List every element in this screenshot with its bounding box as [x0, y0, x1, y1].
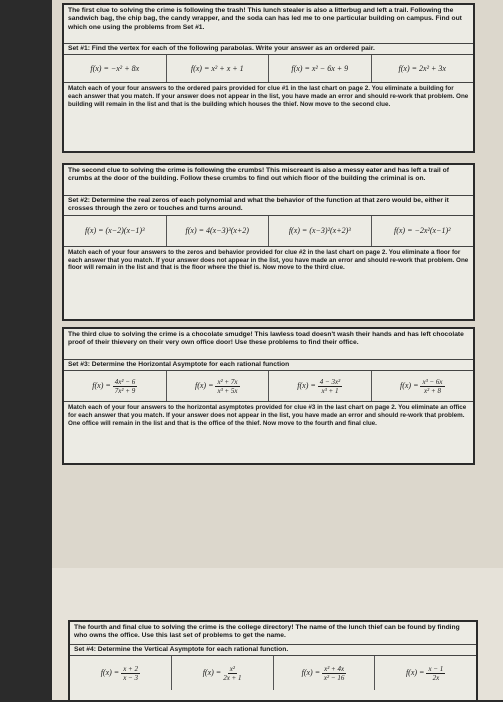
denominator: x² − 16: [323, 673, 345, 682]
set-4-function: [172, 656, 274, 690]
clue-1-intro: The first clue to solving the crime is following the trash! This lunch stealer is also a litterbug and left a trail. Following the sandwich bag, the chip bag, the candy wrapper, and the soda can has led me to one particular building on campus. Find out which one using the problems from Set #1.: [68, 7, 462, 31]
set-2-function: f(x) = (x−2)(x−1)³: [64, 216, 167, 246]
clue-3-intro: The third clue to solving the crime is a chocolate smudge! This lawless toad doesn't wash their hands and has left chocolate proof of their thievery on their very own office door! Use these problems to find their office.: [68, 331, 464, 347]
denominator: 7x² + 9: [114, 386, 136, 395]
function-lhs: f(x) =: [194, 381, 214, 391]
clue-4-intro: The fourth and final clue to solving the crime is the college directory! The name of the lunch thief can be found by finding who owns the office. Use this last set of problems to get the name.: [74, 624, 460, 640]
function-lhs: f(x) =: [301, 668, 321, 678]
worksheet-page: [52, 0, 503, 700]
numerator: 4x² − 6: [114, 377, 136, 386]
set-2-title: Set #2: Determine the real zeros of each polynomial and what the behavior of the function at that zero would be, either it crosses through the zero or touches and turns around.: [64, 195, 473, 216]
numerator: x²: [229, 664, 235, 673]
set-1-function: f(x) = x² − 6x + 9: [269, 55, 372, 82]
numerator: x + 2: [123, 664, 139, 673]
denominator: x² + 8: [424, 386, 441, 395]
numerator: x³ − 6x: [422, 377, 443, 386]
clue-1-box: [62, 3, 475, 153]
set-2-function: f(x) = (x−3)²(x+2)³: [269, 216, 372, 246]
function-lhs: f(x) =: [92, 381, 111, 391]
function-lhs: f(x) =: [100, 668, 120, 678]
function-lhs: f(x) =: [297, 381, 316, 391]
denominator: x − 3: [123, 673, 139, 682]
clue-2-intro: The second clue to solving the crime is following the crumbs! This miscreant is also a messy eater and has left a trail of crumbs at the door of the building. Follow these crumbs to find out which floor of the building the criminal is on.: [68, 167, 449, 183]
numerator: x² + 7x: [217, 377, 238, 386]
denominator: x³ + 5x: [217, 386, 238, 395]
set-3-title: Set #3: Determine the Horizontal Asymptote for each rational function: [64, 359, 473, 371]
set-3-function: [167, 371, 270, 401]
set-2-function: f(x) = 4(x−3)³(x+2): [167, 216, 270, 246]
set-4-function: [70, 656, 172, 690]
clue-3-footer: Match each of your four answers to the horizontal asymptotes provided for clue #3 in the last chart on page 2. You eliminate an office for each answer that you match. If your answer does not appear in the list, you have made an error and should re-work that problem. One office will remain in the list and that is the office of the thief. Now move to the fourth and final clue.: [68, 404, 467, 427]
denominator: x³ + 1: [321, 386, 339, 395]
denominator: 2x + 1: [223, 673, 242, 682]
set-4-title: Set #4: Determine the Vertical Asymptote for each rational function.: [70, 644, 476, 656]
numerator: x² + 4x: [324, 664, 345, 673]
numerator: x − 1: [428, 664, 444, 673]
set-1-title: Set #1: Find the vertex for each of the following parabolas. Write your answer as an ordered pair.: [64, 43, 473, 55]
set-2-functions: [64, 216, 473, 247]
clue-2-footer: Match each of your four answers to the zeros and behavior provided for clue #2 in the last chart on page 2. You eliminate a floor for each answer that you match. If your answer does not appear in the list, you have made an error and should re-work that problem. One floor will remain in the list and that is the floor where the thief is. Now move to the third clue.: [68, 248, 469, 272]
set-1-function: f(x) = 2x² + 3x: [398, 63, 446, 73]
numerator: 4 − 3x²: [319, 377, 341, 386]
clue-1-footer: Match each of your four answers to the ordered pairs provided for clue #1 in the last chart on page 2. You eliminate a building for each answer that you match. If your answer does not appear in the list, you have made an error and should re-work that problem. One building will remain in the list and that is the building which houses the thief. Now move to the second clue.: [68, 85, 469, 108]
denominator: 2x: [432, 673, 440, 682]
set-1-function: f(x) = x² + x + 1: [167, 55, 270, 82]
set-4-functions: [70, 656, 476, 690]
set-3-function: [64, 371, 167, 401]
function-lhs: f(x) =: [399, 381, 419, 391]
clue-3-box: [62, 327, 475, 465]
function-lhs: f(x) =: [202, 668, 222, 678]
set-1-function: f(x) = −x² + 8x: [64, 55, 167, 82]
set-1-functions: [64, 55, 473, 83]
set-2-function: f(x) = −2x²(x−1)²: [393, 225, 451, 235]
clue-2-box: [62, 163, 475, 321]
clue-4-box: [68, 620, 478, 702]
set-4-function: [375, 656, 476, 690]
function-lhs: f(x) =: [405, 668, 425, 678]
set-3-function: [372, 371, 474, 401]
set-3-function: [269, 371, 372, 401]
set-3-functions: [64, 371, 473, 402]
set-4-function: [274, 656, 376, 690]
